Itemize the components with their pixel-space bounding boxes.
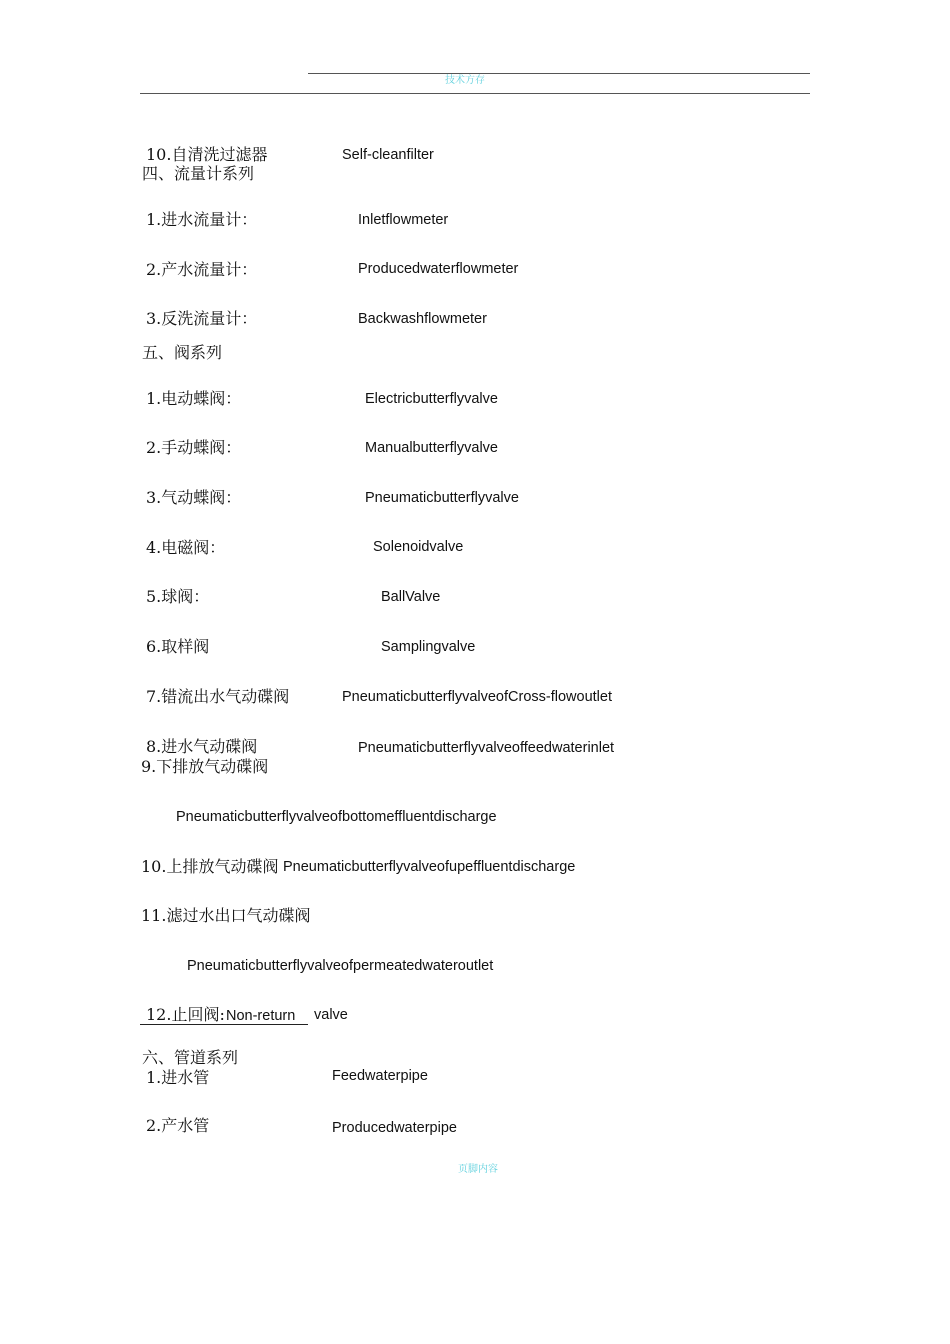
term-en-part2: valve <box>314 1007 348 1023</box>
term-en: Self-cleanfilter <box>342 147 434 163</box>
term-en: Pneumaticbutterflyvalveofbottomeffluentdischarge <box>176 809 497 825</box>
term-zh: 6.取样阀 <box>146 637 210 656</box>
term-en: Samplingvalve <box>381 639 476 655</box>
term-en: Producedwaterpipe <box>332 1120 457 1136</box>
term-zh: 1.进水流量计： <box>146 210 258 229</box>
term-zh: 8.进水气动碟阀 <box>146 737 258 756</box>
term-zh: 2.产水流量计： <box>146 260 258 279</box>
header-text: 技术方存 <box>445 75 485 86</box>
term-en: Pneumaticbutterflyvalve <box>365 490 519 506</box>
term-zh: 11.滤过水出口气动碟阀 <box>141 906 311 925</box>
term-zh: 7.错流出水气动碟阀 <box>146 687 290 706</box>
term-zh: 1.进水管 <box>146 1068 210 1087</box>
term-zh: 4.电磁阀： <box>146 538 226 557</box>
term-zh: 10.上排放气动碟阀 <box>141 857 279 876</box>
term-en: Inletflowmeter <box>358 212 449 228</box>
footer-text: 页脚内容 <box>458 1164 498 1175</box>
term-zh: 2.产水管 <box>146 1116 210 1135</box>
term-en: Electricbutterflyvalve <box>365 391 498 407</box>
header-rule-top <box>308 73 810 74</box>
header-rule-bottom <box>140 93 810 94</box>
term-zh: 9.下排放气动碟阀 <box>141 757 269 776</box>
term-zh: 5.球阀： <box>146 587 210 606</box>
section-heading: 五、阀系列 <box>142 343 223 362</box>
term-zh: 2.手动蝶阀： <box>146 438 242 457</box>
term-en: Pneumaticbutterflyvalveofupeffluentdischarge <box>283 859 576 875</box>
term-en: Manualbutterflyvalve <box>365 440 498 456</box>
term-en: BallValve <box>381 589 441 605</box>
term-zh: 12.止回阀: <box>146 1005 225 1024</box>
term-en: PneumaticbutterflyvalveofCross-flowoutlet <box>342 689 612 705</box>
term-en: Pneumaticbutterflyvalveoffeedwaterinlet <box>358 740 615 756</box>
term-en: Solenoidvalve <box>373 539 464 555</box>
term-en: Backwashflowmeter <box>358 311 487 327</box>
term-en-part1: Non-return <box>226 1008 296 1024</box>
term-zh: 3.反洗流量计： <box>146 309 258 328</box>
term-zh: 10.自清洗过滤器 <box>146 145 268 164</box>
term-en: Pneumaticbutterflyvalveofpermeatedwateroutlet <box>187 958 494 974</box>
term-zh: 1.电动蝶阀： <box>146 389 242 408</box>
section-heading: 四、流量计系列 <box>142 164 255 183</box>
term-en: Producedwaterflowmeter <box>358 261 519 277</box>
section-heading: 六、管道系列 <box>142 1048 239 1067</box>
term-en: Feedwaterpipe <box>332 1068 428 1084</box>
underline <box>140 1024 308 1025</box>
term-zh: 3.气动蝶阀： <box>146 488 242 507</box>
